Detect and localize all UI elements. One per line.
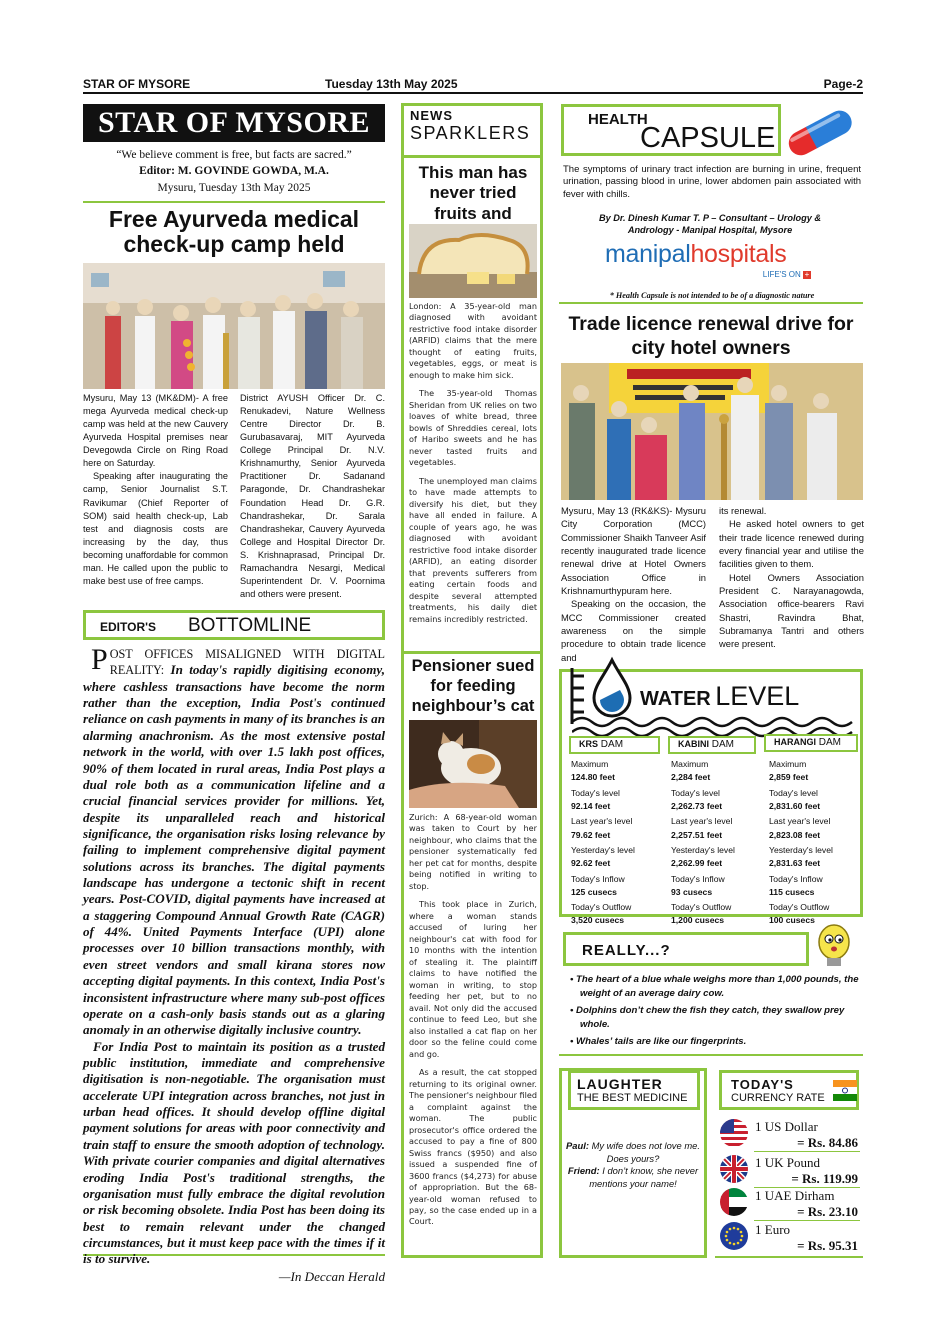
news-story2-p1: Zurich: A 68-year-old woman was taken to Court by her neighbour, who claims that the pensioner systematically fed her pet cat for months, despite being notified in writing to stop. [409,812,537,891]
plus-icon: + [804,270,810,279]
really-label-box [563,932,809,966]
joke-line-1: Paul: My wife does not love me. Does yours? [566,1140,700,1164]
masthead-place-date: Mysuru, Tuesday 13th May 2025 [157,181,311,194]
dam-kabini-data: Maximum 2,284 feet Today's level 2,262.73 feet Last year's level 2,257.51 feet Yesterday's level 2,262.99 feet Today's Inflow 93 cusecs Today's Outflow 1,200 cusecs [671,759,735,926]
laughter-label-box [568,1070,700,1110]
water-label-bold: WATER [640,688,711,710]
trade-col2-p1: its renewal. [719,505,767,516]
trade-photo [561,363,863,500]
news-label-top: NEWS [410,108,453,123]
joke-line-2: Friend: I don’t know, she never mentions your name! [567,1165,699,1190]
currency-label-top: TODAY'S [731,1077,794,1092]
header-paper-name: STAR OF MYSORE [83,77,191,91]
news-story1-headline: This man has never tried fruits and [418,163,528,223]
header-date: Tuesday 13th May 2025 [325,77,458,91]
laughter-label-bottom: THE BEST MEDICINE [577,1092,688,1104]
cat-photo [409,720,537,808]
health-disclaimer: * Health Capsule is not intended to be of a diagnostic nature [609,291,815,300]
uae-flag-icon [720,1188,748,1216]
news-story2-p3: As a result, the cat stopped returning to its original owner. The pensioner's neighbour filed a complaint against the woman. The public prosecutor's office ordered the accused to pay a fine of 800 Swiss francs ($950) and also issued a suspended fine of 3600 francs ($4,273) for abuse of appropriation. But the 68-year-old woman refused to pay, so the case ended up in a Court. [409,1067,537,1227]
really-fact-2: • Dolphins don’t chew the fish they catch, they swallow prey whole. [570,1004,845,1030]
currency-eur-unit: 1 Euro [755,1222,791,1237]
lightbulb-icon [812,922,856,972]
currency-eur-rate: = Rs. 95.31 [797,1238,858,1253]
masthead-motto: “We believe comment is free, but facts are sacred.” [116,149,352,161]
ayurveda-col2 [240,392,385,601]
trade-col2-p3: Hotel Owners Association President C. Narayanagowda, Association office-bearers Ravi Shastri, Ravindra Bhat, Subramanya Tantri and others were present. [719,571,864,650]
ayurveda-col1 [83,392,228,588]
editorial-source: —In Deccan Herald [278,1268,385,1284]
ayurveda-col1-p2: Speaking after inaugurating the camp, Senior Journalist S.T. Ravikumar (Chief Reporter of SOM) said health check-up, Lab test and diagnosis costs are increasing by the day, thus becoming unaffordable for common man. He called upon the public to make best use of free camps. [83,471,228,586]
dam-harangi-header: HARANGI DAM [764,734,858,752]
really-fact-3: • Whales’ tails are like our fingerprints. [570,1035,747,1047]
water-level-label [640,681,799,712]
dam-krs-data: Maximum 124.80 feet Today's level 92.14 feet Last year's level 79.62 feet Yesterday's level 92.62 feet Today's Inflow 125 cusecs Today's Outflow 3,520 cusecs [571,759,635,926]
health-label-big: CAPSULE [640,122,776,154]
editorial-para2: For India Post to maintain its position as a trusted public institution, immediate and comprehensive digitisation is non-negotiable. The organisation must accelerate UPI integration across branches, not just in urban head offices. It should develop offline digital payment solutions for areas with poor connectivity and train staff to ensure the smooth adoption of technology. With private courier companies and digital alternatives eroding India Post's traditional strengths, the organisation must fully embrace the digital revolution or risk becoming obsolete. India Post has been doing its best to remain relevant under the changed circumstances, but it must keep pace with the times if it is to survive. [83,1038,385,1267]
currency-label-bottom: CURRENCY RATE [731,1092,825,1104]
trade-col1 [561,504,706,664]
ayurveda-col1-p1: Mysuru, May 13 (MK&DM)- A free mega Ayurveda medical check-up camp was held at the new Cauvery Ayurveda Hospital premises near Devegowda Circle on Ring Road here on Saturday. [83,393,228,469]
ayurveda-headline: Free Ayurveda medical check-up camp held [108,206,360,258]
currency-gbp-unit: 1 UK Pound [755,1155,821,1170]
news-story2-p2: This took place in Zurich, where a woman stands accused of luring her neighbour's cat with food for 10 months with the intention of stealing it. The plaintiff claims to have notified the woman in writing, to stop feeding her pet, but to no avail. Not only did the accused continue to feed Leo, but she also installed a cat flap on her door so the feline could come and go. [409,899,537,1059]
currency-usd-rate: = Rs. 84.86 [797,1135,858,1150]
trade-col1-p1: Mysuru, May 13 (RK&KS)- Mysuru City Corporation (MCC) Commissioner Shaikh Tanveer Asif recently inaugurated trade licence renewal drive at Hotel Owners Association Office in Krishnamurthypuram here. [561,505,706,597]
currency-gbp-rate: = Rs. 119.99 [791,1171,858,1186]
news-sparklers-label [403,108,541,158]
us-flag-icon [720,1119,748,1147]
masthead-editor: Editor: M. GOVINDE GOWDA, M.A. [139,165,329,178]
really-fact-1: • The heart of a blue whale weighs more than 1,000 pounds, the weight of an average dairy cow. [570,974,859,999]
trade-col2 [719,504,864,651]
news-label-bottom: SPARKLERS [410,123,531,143]
currency-aed-rate: = Rs. 23.10 [797,1204,858,1219]
manipal-logo-b: hospitals [690,240,787,268]
health-label-box [561,104,781,156]
header-page-number: Page-2 [823,77,863,91]
really-label: REALLY...? [582,942,671,959]
really-facts [570,973,862,1049]
page-header [83,76,863,94]
ayurveda-col2-p1: District AYUSH Officer Dr. C. Renukadevi, Nature Wellness Centre Director Dr. B. Gurubasavaraj, MIT Ayurveda College Principal Dr. N.V. Krishnamurthy, Senior Ayurveda Practitioner Dr. Sadanand Paragonde, Dr. Chandrashekar Foundation Head Dr. G.R. Chandrashekar, Dr. Sarala Chandrashekar, Cauvery Ayurveda College and Hospital Director Dr. S. Krishnaprasad, Principal Dr. Ramachandra Nesargi, Medical Superintendent Dr. V. Poornima and others were present. [240,393,385,599]
india-flag-icon [833,1078,857,1102]
manipal-logo-a: manipal [605,240,691,268]
dam-harangi-data: Maximum 2,859 feet Today's level 2,831.60 feet Last year's level 2,823.08 feet Yesterday's level 2,831.63 feet Today's Inflow 115 cusecs Today's Outflow 100 cusecs [769,759,833,926]
editorial-body [83,643,386,1284]
trade-headline: Trade licence renewal drive for city hotel owners [568,313,854,360]
news-story2-headline: Pensioner sued for feeding neighbour’s cat [411,657,535,716]
health-byline: By Dr. Dinesh Kumar T. P – Consultant – Urology & Andrology - Manipal Hospital, Mysore [598,213,822,236]
eu-flag-icon [720,1222,748,1250]
health-text: The symptoms of urinary tract infection are burning in urine, frequent urination, passing blood in urine, lower abdomen pain associated with fever with chills. [563,164,861,200]
editors-label-big: BOTTOMLINE [188,615,312,636]
editorial-dropcap: P [91,643,108,676]
masthead-title: STAR OF MYSORE [83,104,385,142]
uk-flag-icon [720,1155,748,1183]
editorial-para1: In today's rapidly digitising economy, where cashless transactions have become the norm rather than the exception, India Post's continued reliance on cash payments in many of its branches is an alarming anachronism. As the most extensive postal network in the world, with over 1.5 lakh post offices, 90% of them located in rural areas, India Post plays a dual role both as a communication lifeline and a crucial financial services provider for millions. Yet, despite its unparalleled reach and historical significance, the organisation risks losing relevance by failing to implement comprehensive digital payment solutions across its branches. The digital payments landscape has undergone a tectonic shift in recent years. Post-COVID, digital payments have increased at a staggering Compound Annual Growth Rate (CAGR) of 44%. United Payments Interface (UPI) alone processes over 10 billion transactions monthly, with even street vendors and small kirana stores now accepting digital payments. In this context, India Post's inconsistent infrastructure where many sub-post offices operate on a cash-only basis stands out as a glaring anomaly in an otherwise digitally inclusive country. [83,662,386,1038]
editorial-lead-title: OST OFFICES MISALIGNED WITH DIGITAL REALITY: [109,647,385,678]
water-label-thin: LEVEL [715,681,800,711]
capsule-pill-icon [780,106,864,158]
news-story2-body [409,812,537,1235]
trade-col2-p2: He asked hotel owners to get their trade licence renewed during every financial year and utilise the facilities given to them. [719,518,864,570]
editors-label-box [83,610,385,640]
news-story1-p3: The unemployed man claims to have made attempts to diversify his diet, but they have all ended in failure. A couple of years ago, he was diagnosed with avoidant restrictive food intake disorder (ARFID), an eating disorder that prevents sufferers from eating certain foods and despite several attempted treatments, his daily diet remains incredibly restricted. [409,475,537,624]
laughter-label-top: LAUGHTER [577,1076,663,1092]
news-story1-p2: The 35-year-old Thomas Sheridan from UK relies on two loaves of white bread, three bowls of Shreddies cereal, lots of Haribo sweets and he has never tasted fruits and vegetables. [409,388,537,468]
manipal-logo [605,240,815,282]
masthead-info [83,147,385,196]
news-story1-p1: London: A 35-year-old man diagnosed with avoidant restrictive food intake disorder (ARFID) claims that the mere thought of eating fruits, vegetables, eggs, or meat is enough to make him sick. [409,301,537,380]
currency-aed-unit: 1 UAE Dirham [755,1188,835,1203]
manipal-tagline: LIFE'S ON + [762,270,810,279]
laughter-joke [566,1140,700,1191]
editors-label-small: EDITOR'S [100,620,156,634]
currency-usd-unit: 1 US Dollar [755,1119,818,1134]
dam-krs-header: KRS DAM [569,736,660,754]
health-label-small: HEALTH [588,111,648,128]
dam-kabini-header: KABINI DAM [668,736,756,754]
trade-col1-p2: Speaking on the occasion, the MCC Commissioner created awareness on the simple procedure to obtain trade licence and [561,598,706,663]
ayurveda-photo [83,263,385,389]
news-story1-body [409,301,537,632]
bread-photo [409,224,537,298]
